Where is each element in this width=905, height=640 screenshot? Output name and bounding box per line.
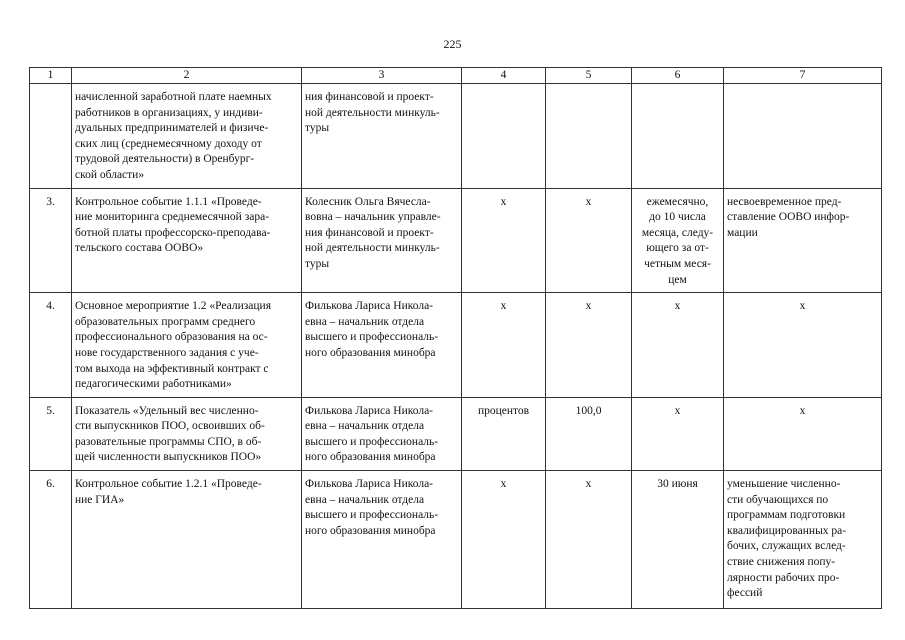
row-number: 5. (30, 397, 72, 470)
deadline-cell: x (632, 397, 724, 470)
responsible-person: Филькова Лариса Никола- евна – начальник отдела высшего и профессиональ- ного образования минобра (302, 293, 462, 398)
risk-cell (724, 84, 882, 189)
responsible-person: Филькова Лариса Никола- евна – начальник отдела высшего и профессиональ- ного образования минобра (302, 471, 462, 609)
table-row (30, 188, 882, 293)
deadline-cell: 30 июня (632, 471, 724, 609)
event-name: Контрольное событие 1.2.1 «Проведе- ние ГИА» (72, 471, 302, 609)
table-row (30, 471, 882, 609)
deadline-cell: x (632, 293, 724, 398)
event-name: Контрольное событие 1.1.1 «Проведе- ние мониторинга среднемесячной зара- ботной платы профессорско-преподава- тельского состава ООВО» (72, 188, 302, 293)
event-name: Показатель «Удельный вес численно- сти выпускников ПОО, освоивших об- разовательные программы СПО, в об- щей численности выпускников ПОО» (72, 397, 302, 470)
column-header: 1 (30, 68, 72, 84)
risk-cell: x (724, 293, 882, 398)
value-cell: x (546, 188, 632, 293)
unit-cell: процентов (462, 397, 546, 470)
row-number (30, 84, 72, 189)
value-cell: x (546, 471, 632, 609)
unit-cell: x (462, 293, 546, 398)
event-name: начисленной заработной плате наемных работников в организациях, у индиви- дуальных предпринимателей и физиче- ских лиц (среднемесячному доходу от трудовой деятельности) в Оренбург- ской области» (72, 84, 302, 189)
deadline-cell (632, 84, 724, 189)
risk-cell: несвоевременное пред- ставление ООВО инфор- мации (724, 188, 882, 293)
table-row (30, 293, 882, 398)
plan-table (29, 67, 882, 609)
table-row (30, 84, 882, 189)
value-cell: x (546, 293, 632, 398)
column-header: 2 (72, 68, 302, 84)
value-cell: 100,0 (546, 397, 632, 470)
event-name: Основное мероприятие 1.2 «Реализация образовательных программ среднего профессионального образования на ос- нове государственного задания с уче- том выхода на эффективный контракт с педагогическими работниками» (72, 293, 302, 398)
deadline-cell: ежемесячно, до 10 числа месяца, следу- ющего за от- четным меся- цем (632, 188, 724, 293)
unit-cell: x (462, 471, 546, 609)
column-header: 7 (724, 68, 882, 84)
header-row (30, 68, 882, 84)
row-number: 4. (30, 293, 72, 398)
responsible-person: Колесник Ольга Вячесла- вовна – начальник управле- ния финансовой и проект- ной деятельности минкуль- туры (302, 188, 462, 293)
column-header: 4 (462, 68, 546, 84)
responsible-person: Филькова Лариса Никола- евна – начальник отдела высшего и профессиональ- ного образования минобра (302, 397, 462, 470)
row-number: 6. (30, 471, 72, 609)
risk-cell: уменьшение численно- сти обучающихся по программам подготовки квалифицированных ра- бочих, служащих вслед- ствие снижения попу- лярности рабочих про- фессий (724, 471, 882, 609)
unit-cell: x (462, 188, 546, 293)
responsible-person: ния финансовой и проект- ной деятельности минкуль- туры (302, 84, 462, 189)
column-header: 6 (632, 68, 724, 84)
risk-cell: x (724, 397, 882, 470)
table-row (30, 397, 882, 470)
row-number: 3. (30, 188, 72, 293)
unit-cell (462, 84, 546, 189)
page-number: 225 (443, 37, 462, 51)
column-header: 5 (546, 68, 632, 84)
column-header: 3 (302, 68, 462, 84)
value-cell (546, 84, 632, 189)
